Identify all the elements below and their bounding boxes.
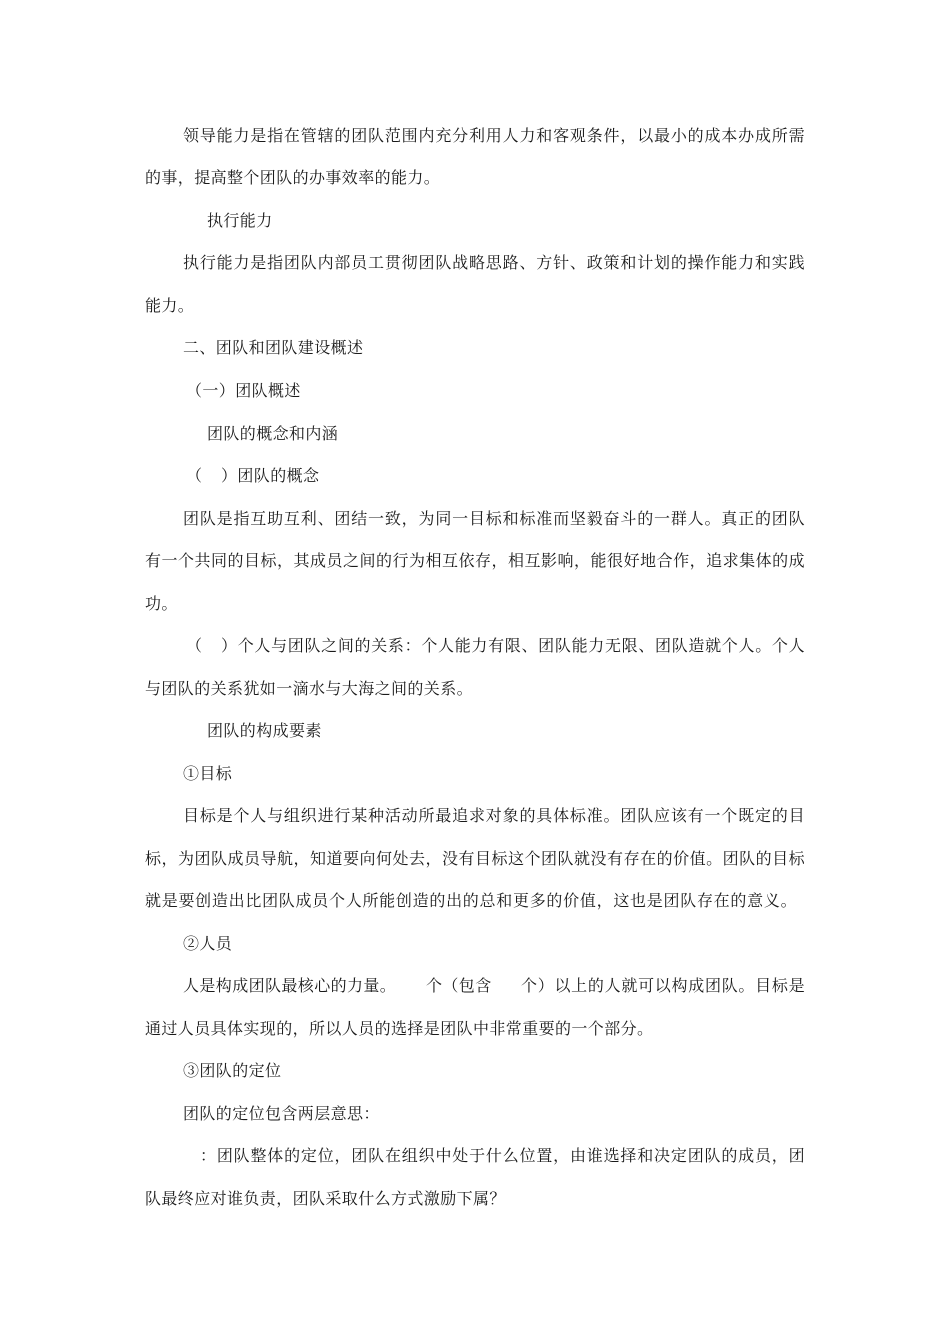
paragraph-execution-line-1: 执行能力是指团队内部员工贯彻团队战略思路、方针、政策和计划的操作能力和实践 (183, 253, 805, 272)
paragraph-relation-line-1: ）个人与团队之间的关系：个人能力有限、团队能力无限、团队造就个人。个人 (221, 636, 805, 655)
paragraph-team-definition-line-1: 团队是指互助互利、团结一致，为同一目标和标准而坚毅奋斗的一群人。真正的团队 (183, 509, 805, 528)
paragraph-execution-line-2: 能力。 (145, 296, 195, 315)
heading-team-position: ③团队的定位 (183, 1061, 282, 1080)
paragraph-people-part-b: 个（包含 (426, 976, 492, 995)
heading-team-elements: 团队的构成要素 (207, 721, 322, 740)
paragraph-leadership-line-1: 领导能力是指在管辖的团队范围内充分利用人力和客观条件，以最小的成本办成所需 (183, 126, 805, 145)
heading-people: ②人员 (183, 934, 233, 953)
paragraph-people-line-2: 通过人员具体实现的，所以人员的选择是团队中非常重要的一个部分。 (145, 1019, 654, 1038)
paragraph-relation-open-paren: （ (186, 636, 203, 655)
paragraph-goal-line-3: 就是要创造出比团队成员个人所能创造的出的总和更多的价值，这也是团队存在的意义。 (145, 891, 797, 910)
paragraph-position-line-1: ：团队整体的定位，团队在组织中处于什么位置，由谁选择和决定团队的成员，团 (200, 1146, 805, 1165)
paragraph-people-part-a: 人是构成团队最核心的力量。 (183, 976, 397, 995)
heading-goal: ①目标 (183, 764, 233, 783)
heading-section-2: 二、团队和团队建设概述 (183, 338, 364, 357)
paragraph-team-definition-line-3: 功。 (145, 594, 178, 613)
paragraph-relation-line-2: 与团队的关系犹如一滴水与大海之间的关系。 (145, 679, 474, 698)
heading-execution-ability: 执行能力 (207, 211, 273, 230)
paragraph-position-line-2: 队最终应对谁负责，团队采取什么方式激励下属？ (145, 1189, 506, 1208)
paragraph-position-intro: 团队的定位包含两层意思： (183, 1104, 380, 1123)
heading-concept-open-paren: （ (186, 466, 203, 485)
paragraph-leadership-line-2: 的事，提高整个团队的办事效率的能力。 (145, 168, 441, 187)
paragraph-people-part-c: 个）以上的人就可以构成团队。目标是 (521, 976, 805, 995)
paragraph-team-definition-line-2: 有一个共同的目标，其成员之间的行为相互依存，相互影响，能很好地合作，追求集体的成 (145, 551, 805, 570)
paragraph-goal-line-1: 目标是个人与组织进行某种活动所最追求对象的具体标准。团队应该有一个既定的目 (183, 806, 805, 825)
heading-concept-connotation: 团队的概念和内涵 (207, 424, 339, 443)
heading-subsection-1: （一）团队概述 (186, 381, 301, 400)
heading-concept: ）团队的概念 (221, 466, 320, 485)
paragraph-goal-line-2: 标，为团队成员导航，知道要向何处去，没有目标这个团队就没有存在的价值。团队的目标 (145, 849, 805, 868)
